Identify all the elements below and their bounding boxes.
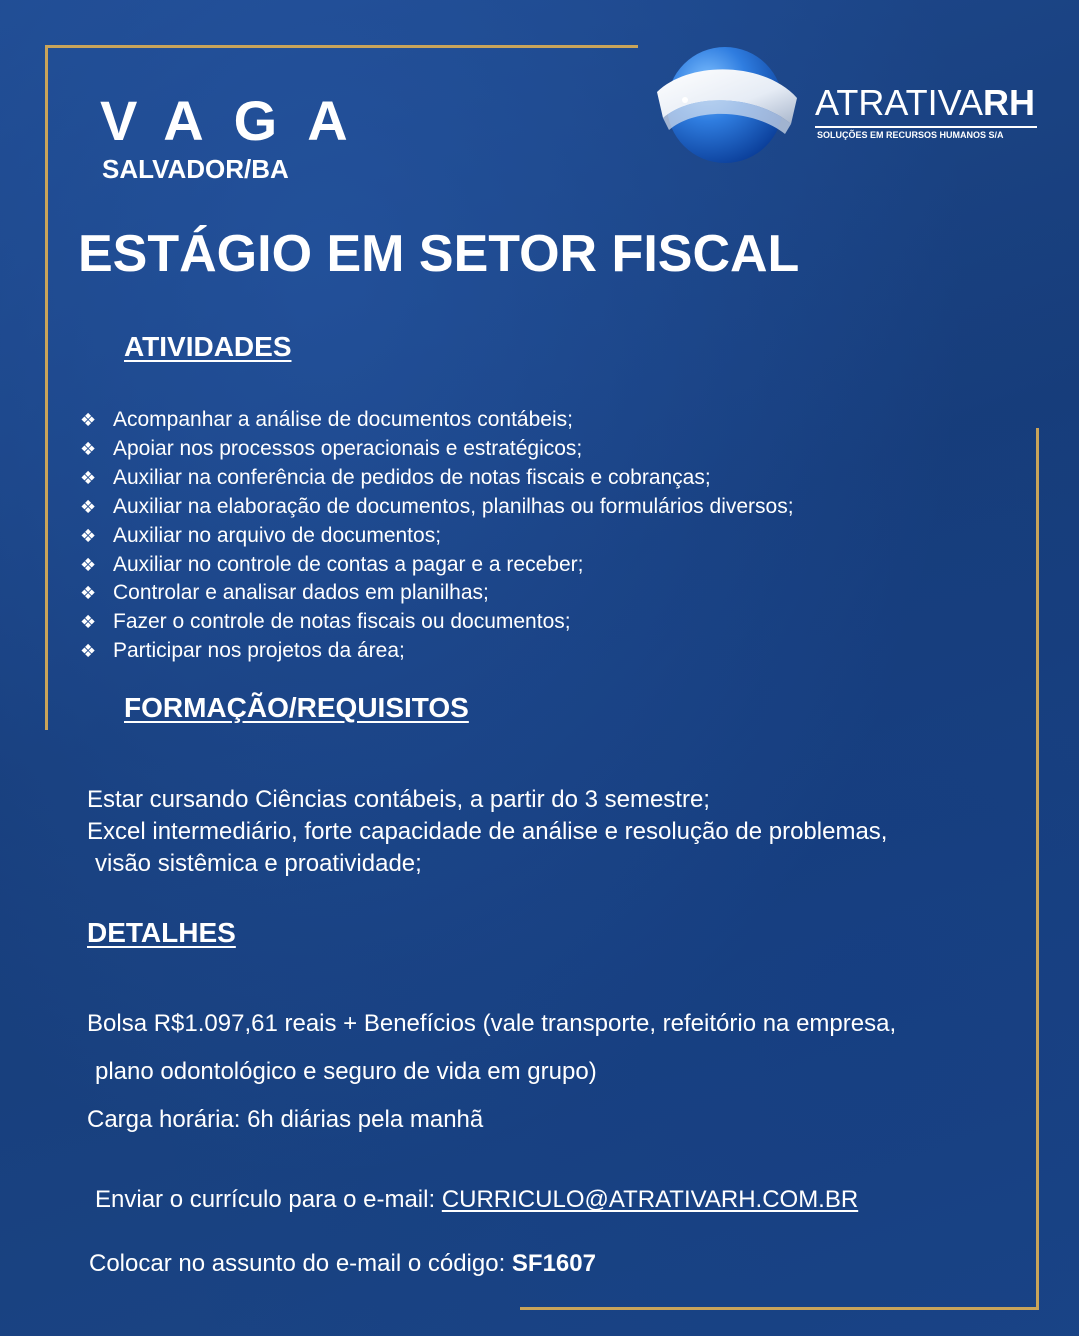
list-item: ❖ Auxiliar no controle de contas a pagar e a receber; <box>80 551 794 580</box>
frame-right-line <box>1036 428 1039 1310</box>
logo-brand-bold: RH <box>983 82 1036 123</box>
email-label: Enviar o currículo para o e-mail: <box>95 1186 442 1213</box>
list-item: ❖ Auxiliar na elaboração de documentos, planilhas ou formulários diversos; <box>80 493 794 522</box>
diamond-bullet-icon: ❖ <box>80 641 97 662</box>
requirement-line: visão sistêmica e proatividade; <box>95 850 422 877</box>
requirements-text <box>87 784 887 880</box>
workload-line: Carga horária: 6h diárias pela manhã <box>87 1106 484 1133</box>
requirement-line: Estar cursando Ciências contábeis, a partir do 3 semestre; <box>87 786 710 813</box>
activities-list <box>80 406 794 666</box>
frame-top-line <box>45 45 638 48</box>
globe-icon <box>645 40 805 170</box>
diamond-bullet-icon: ❖ <box>80 438 97 459</box>
frame-bottom-line <box>520 1307 1039 1310</box>
subject-label: Colocar no assunto do e-mail o código: <box>89 1250 512 1277</box>
list-item: ❖ Fazer o controle de notas fiscais ou documentos; <box>80 608 794 637</box>
details-heading: DETALHES <box>87 917 236 948</box>
diamond-bullet-icon: ❖ <box>80 410 97 430</box>
list-item: ❖ Auxiliar na conferência de pedidos de notas fiscais e cobranças; <box>80 464 794 493</box>
benefits-line: plano odontológico e seguro de vida em grupo) <box>95 1058 597 1085</box>
logo-divider <box>815 126 1037 128</box>
logo-tagline: SOLUÇÕES EM RECURSOS HUMANOS S/A <box>817 130 1004 140</box>
company-logo <box>645 40 1040 170</box>
activities-heading: ATIVIDADES <box>124 331 292 362</box>
list-item: ❖ Acompanhar a análise de documentos contábeis; <box>80 406 794 435</box>
frame-left-line <box>45 45 48 730</box>
diamond-bullet-icon: ❖ <box>80 612 97 633</box>
city-label: SALVADOR/BA <box>102 154 289 184</box>
requirements-heading: FORMAÇÃO/REQUISITOS <box>124 692 469 723</box>
email-link[interactable]: CURRICULO@ATRATIVARH.COM.BR <box>441 1186 859 1213</box>
requirement-line: Excel intermediário, forte capacidade de análise e resolução de problemas, <box>87 818 888 845</box>
diamond-bullet-icon: ❖ <box>80 496 97 517</box>
list-item: ❖ Participar nos projetos da área; <box>80 637 794 666</box>
logo-brand-light: ATRATIVA <box>815 82 984 123</box>
diamond-bullet-icon: ❖ <box>80 467 97 488</box>
diamond-bullet-icon: ❖ <box>80 525 97 546</box>
email-line <box>95 1186 858 1214</box>
list-item: ❖ Apoiar nos processos operacionais e estratégicos; <box>80 435 794 464</box>
diamond-bullet-icon: ❖ <box>80 583 97 604</box>
list-item: ❖ Controlar e analisar dados em planilhas; <box>80 579 794 608</box>
diamond-bullet-icon: ❖ <box>80 554 97 575</box>
stipend-line: Bolsa R$1.097,61 reais + Benefícios (vale transporte, refeitório na empresa, <box>87 1010 897 1037</box>
logo-brand <box>815 82 1035 124</box>
subject-line <box>89 1250 596 1278</box>
vaga-title: VAGA <box>100 89 378 152</box>
list-item: ❖ Auxiliar no arquivo de documentos; <box>80 522 794 551</box>
job-title: ESTÁGIO EM SETOR FISCAL <box>78 225 800 283</box>
subject-code: SF1607 <box>511 1250 596 1277</box>
